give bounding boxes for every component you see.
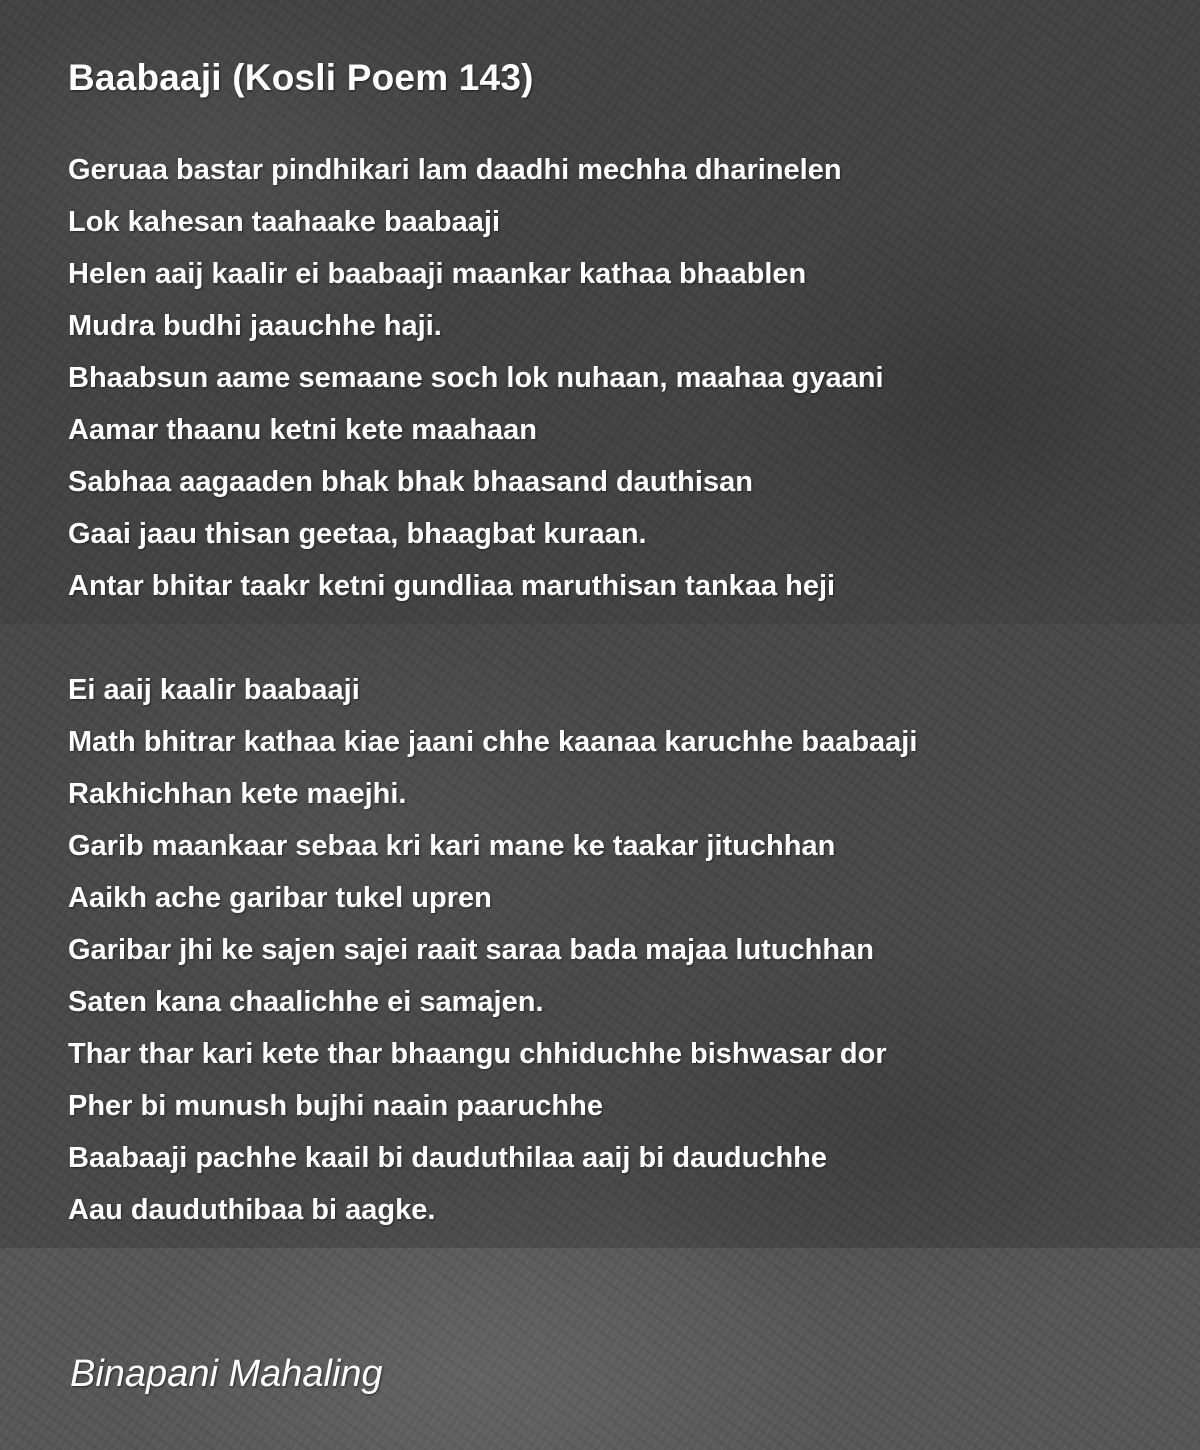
- poem-card: [68, 52, 1168, 1236]
- poem-line: Ei aaij kaalir baabaaji: [68, 674, 360, 706]
- poem-line: Rakhichhan kete maejhi.: [68, 778, 407, 810]
- poem-line: Gaai jaau thisan geetaa, bhaagbat kuraan.: [68, 518, 647, 550]
- poem-line: Garib maankaar sebaa kri kari mane ke taakar jituchhan: [68, 830, 836, 862]
- poem-author: Binapani Mahaling: [70, 1353, 383, 1395]
- poem-line: Sabhaa aagaaden bhak bhak bhaasand dauthisan: [68, 466, 753, 498]
- poem-line: Garibar jhi ke sajen sajei raait saraa bada majaa lutuchhan: [68, 934, 874, 966]
- poem-line: Aau dauduthibaa bi aagke.: [68, 1194, 436, 1226]
- poem-line: Lok kahesan taahaake baabaaji: [68, 206, 500, 238]
- poem-line: Aaikh ache garibar tukel upren: [68, 882, 492, 914]
- poem-line: Geruaa bastar pindhikari lam daadhi mechha dharinelen: [68, 154, 842, 186]
- poem-line: Math bhitrar kathaa kiae jaani chhe kaanaa karuchhe baabaaji: [68, 726, 918, 758]
- poem-body: [68, 144, 1168, 1236]
- poem-line: Mudra budhi jaauchhe haji.: [68, 310, 442, 342]
- poem-title: Baabaaji (Kosli Poem 143): [68, 57, 534, 98]
- poem-line: Antar bhitar taakr ketni gundliaa maruthisan tankaa heji: [68, 570, 836, 602]
- poem-line: Baabaaji pachhe kaail bi dauduthilaa aaij bi dauduchhe: [68, 1142, 828, 1174]
- poem-stanza: [68, 664, 1168, 1236]
- poem-line: Saten kana chaalichhe ei samajen.: [68, 986, 544, 1018]
- poem-line: Helen aaij kaalir ei baabaaji maankar kathaa bhaablen: [68, 258, 807, 290]
- poem-stanza: [68, 144, 1168, 612]
- poem-line: Pher bi munush bujhi naain paaruchhe: [68, 1090, 603, 1122]
- poem-line: Bhaabsun aame semaane soch lok nuhaan, maahaa gyaani: [68, 362, 884, 394]
- poem-line: Thar thar kari kete thar bhaangu chhiduchhe bishwasar dor: [68, 1038, 887, 1070]
- poem-line: Aamar thaanu ketni kete maahaan: [68, 414, 538, 446]
